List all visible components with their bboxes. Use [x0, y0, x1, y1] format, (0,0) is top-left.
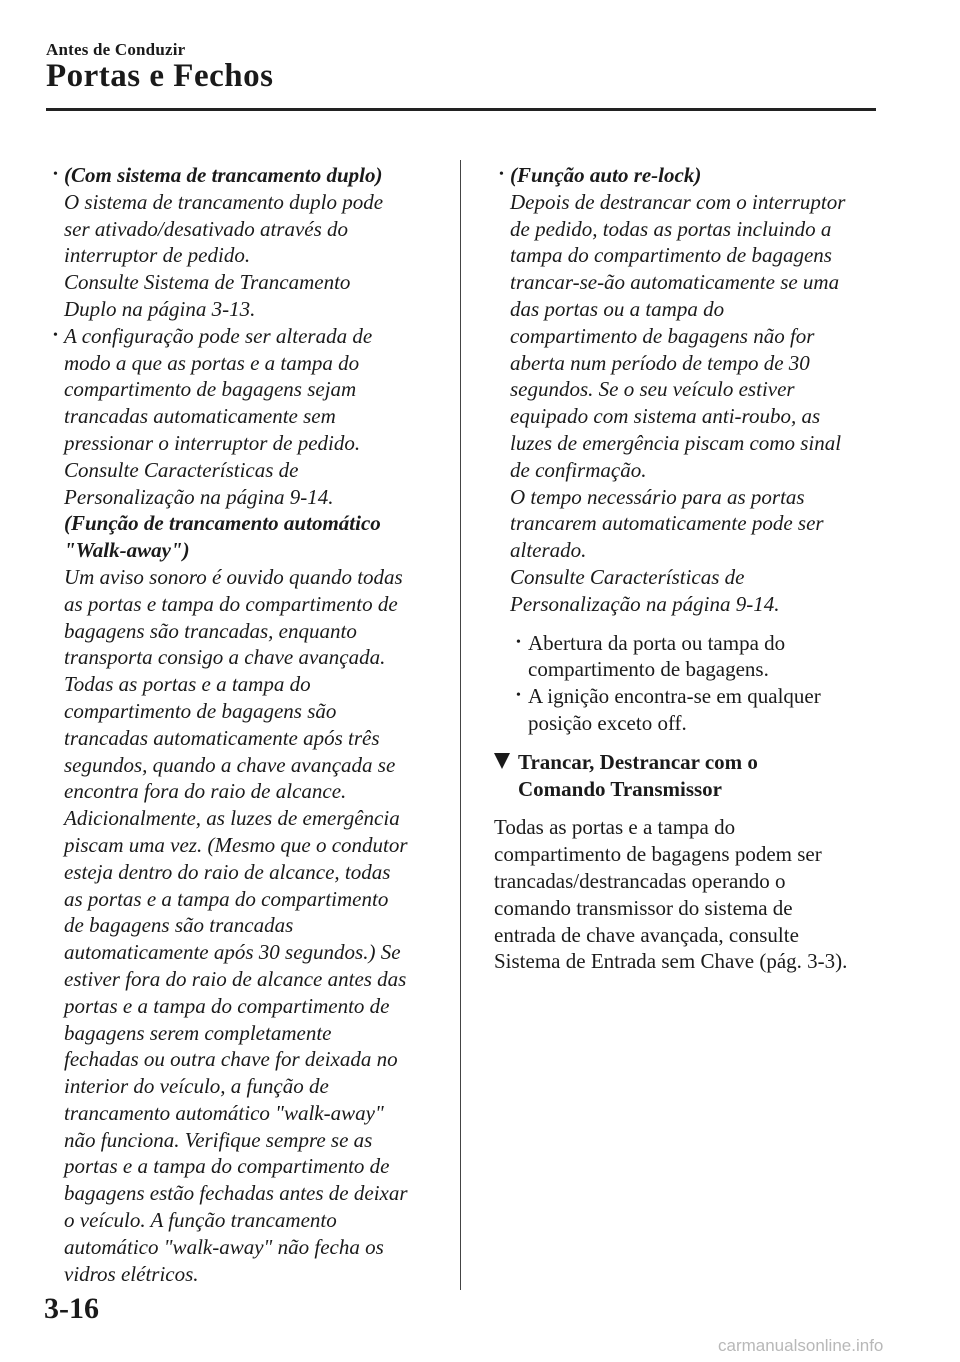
- text-line: Trancar, Destrancar com o: [518, 749, 758, 774]
- walkaway-body: [64, 564, 446, 1288]
- section-heading-transmitter: [494, 749, 884, 803]
- text-line: Um aviso sonoro é ouvido quando todas: [64, 564, 403, 589]
- text-line: trancamento automático "walk-away": [64, 1100, 384, 1125]
- text-line: estiver fora do raio de alcance antes das: [64, 966, 407, 991]
- text-line: aberta num período de tempo de 30: [510, 350, 810, 375]
- text-line: trancarem automaticamente pode ser: [510, 511, 824, 536]
- text-line: segundos, quando a chave avançada se: [64, 752, 396, 777]
- column-divider: [460, 160, 461, 1290]
- text-line: Abertura da porta ou tampa do: [528, 630, 786, 655]
- text-line: das portas ou a tampa do: [510, 296, 725, 321]
- section-label: Antes de Conduzir: [46, 40, 186, 59]
- bullet-icon: •: [499, 167, 504, 182]
- bullet-icon: •: [53, 167, 58, 182]
- text-line: equipado com sistema anti-roubo, as: [510, 404, 821, 429]
- item-heading: (Função auto re-lock): [510, 163, 702, 187]
- text-line: o veículo. A função trancamento: [64, 1208, 337, 1233]
- triangle-bullet-icon: [494, 753, 510, 769]
- text-line: não funciona. Verifique sempre se as: [64, 1127, 373, 1152]
- text-line: Consulte Características de: [510, 564, 745, 589]
- text-line: Duplo na página 3-13.: [64, 296, 256, 321]
- text-line: Comando Transmissor: [518, 776, 723, 801]
- text-line: ser ativado/desativado através do: [64, 216, 349, 241]
- item-heading: (Com sistema de trancamento duplo): [64, 163, 383, 187]
- text-line: Adicionalmente, as luzes de emergência: [64, 806, 400, 831]
- text-line: Consulte Características de: [64, 457, 299, 482]
- text-line: trancar-se-ão automaticamente se uma: [510, 270, 840, 295]
- text-line: as portas e a tampa do compartimento: [64, 886, 389, 911]
- bullet-icon: •: [516, 634, 521, 650]
- text-line: Todas as portas e a tampa do: [64, 672, 311, 697]
- sub-item-body: [528, 630, 884, 684]
- bullet-item-auto-lock-setting: [48, 323, 446, 1288]
- item-body: [510, 189, 884, 618]
- text-line: (Função de trancamento automático: [64, 511, 381, 536]
- right-column: [494, 162, 884, 975]
- page-title: Portas e Fechos: [46, 58, 274, 94]
- bullet-icon: •: [516, 688, 521, 704]
- text-line: Consulte Sistema de Trancamento: [64, 270, 351, 295]
- text-line: modo a que as portas e a tampa do: [64, 350, 360, 375]
- text-line: O sistema de trancamento duplo pode: [64, 189, 384, 214]
- text-line: pressionar o interruptor de pedido.: [64, 430, 361, 455]
- text-line: comando transmissor do sistema de: [494, 895, 793, 920]
- text-line: as portas e tampa do compartimento de: [64, 591, 398, 616]
- section-paragraph: [494, 814, 884, 975]
- text-line: tampa do compartimento de bagagens: [510, 243, 832, 268]
- text-line: transporta consigo a chave avançada.: [64, 645, 386, 670]
- text-line: luzes de emergência piscam como sinal: [510, 430, 842, 455]
- walkaway-heading: [64, 510, 446, 564]
- text-line: interruptor de pedido.: [64, 243, 251, 268]
- text-line: compartimento de bagagens não for: [510, 323, 815, 348]
- text-line: compartimento de bagagens são: [64, 698, 337, 723]
- bullet-item-double-locking: [48, 162, 446, 323]
- text-line: bagagens estão fechadas antes de deixar: [64, 1181, 408, 1206]
- bullet-item-auto-relock: [494, 162, 884, 618]
- watermark: carmanualsonline.info: [718, 1336, 884, 1355]
- text-line: trancadas/destrancadas operando o: [494, 868, 786, 893]
- text-line: posição exceto off.: [528, 710, 687, 735]
- text-line: encontra fora do raio de alcance.: [64, 779, 347, 804]
- text-line: bagagens são trancadas, enquanto: [64, 618, 357, 643]
- text-line: compartimento de bagagens podem ser: [494, 842, 822, 867]
- text-line: compartimento de bagagens.: [528, 657, 769, 682]
- title-rule: [46, 108, 876, 111]
- page-number: 3-16: [44, 1292, 99, 1325]
- text-line: vidros elétricos.: [64, 1261, 199, 1286]
- text-line: alterado.: [510, 538, 587, 563]
- text-line: compartimento de bagagens sejam: [64, 377, 357, 402]
- text-line: interior do veículo, a função de: [64, 1074, 329, 1099]
- text-line: de confirmação.: [510, 457, 647, 482]
- left-column: [48, 162, 446, 1287]
- text-line: entrada de chave avançada, consulte: [494, 922, 799, 947]
- text-line: segundos. Se o seu veículo estiver: [510, 377, 795, 402]
- text-line: fechadas ou outra chave for deixada no: [64, 1047, 398, 1072]
- text-line: portas e a tampa do compartimento de: [64, 1154, 390, 1179]
- text-line: de pedido, todas as portas incluindo a: [510, 216, 832, 241]
- sub-bullet-door-opening: [494, 630, 884, 684]
- section-heading-text: [518, 749, 884, 803]
- item-body: [64, 323, 446, 511]
- text-line: piscam uma vez. (Mesmo que o condutor: [64, 832, 408, 857]
- text-line: portas e a tampa do compartimento de: [64, 993, 390, 1018]
- text-line: trancadas automaticamente após três: [64, 725, 380, 750]
- text-line: Depois de destrancar com o interruptor: [510, 189, 846, 214]
- text-line: Personalização na página 9-14.: [64, 484, 334, 509]
- text-line: trancadas automaticamente sem: [64, 404, 336, 429]
- text-line: automático "walk-away" não fecha os: [64, 1234, 384, 1259]
- sub-item-body: [528, 683, 884, 737]
- text-line: automaticamente após 30 segundos.) Se: [64, 940, 401, 965]
- text-line: Todas as portas e a tampa do: [494, 815, 736, 840]
- text-line: de bagagens são trancadas: [64, 913, 294, 938]
- sub-bullet-ignition: [494, 683, 884, 737]
- text-line: O tempo necessário para as portas: [510, 484, 805, 509]
- text-line: Sistema de Entrada sem Chave (pág. 3-3).: [494, 949, 848, 974]
- text-line: A configuração pode ser alterada de: [64, 323, 373, 348]
- text-line: "Walk-away"): [64, 538, 190, 563]
- bullet-icon: •: [53, 327, 58, 343]
- text-line: esteja dentro do raio de alcance, todas: [64, 859, 391, 884]
- text-line: Personalização na página 9-14.: [510, 591, 780, 616]
- item-body: [64, 189, 446, 323]
- text-line: A ignição encontra-se em qualquer: [528, 684, 821, 709]
- text-line: bagagens serem completamente: [64, 1020, 332, 1045]
